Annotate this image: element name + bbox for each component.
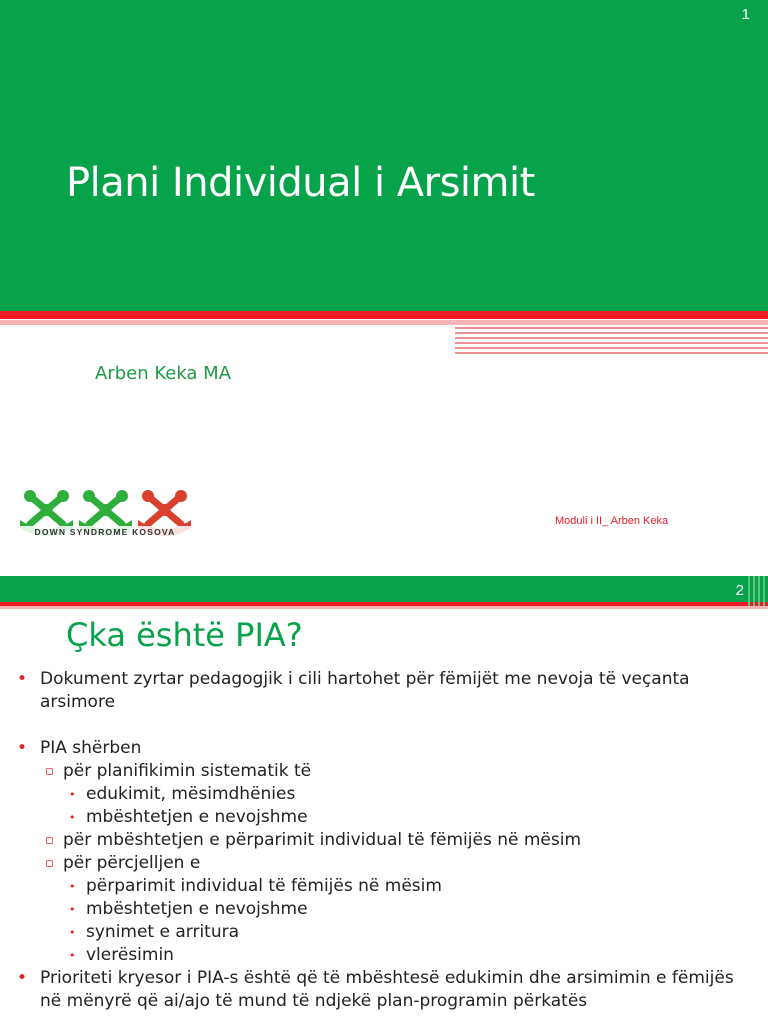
title-banner [0,0,768,311]
list-item [0,806,760,829]
slide-title: Çka është PIA? [66,616,303,654]
list-item-text: për mbështetjen e përparimit individual të fëmijës në mësim [63,830,582,850]
pink-rule [0,320,768,325]
list-item [0,921,760,944]
list-item-text: mbështetjen e nevojshme [86,899,308,919]
red-rule [0,311,768,319]
list-item-text: Dokument zyrtar pedagogjik i cili hartohet për fëmijët me nevoja të veçanta arsimore [40,669,690,712]
slide-title: Plani Individual i Arsimit [66,160,535,206]
page-number: 2 [735,582,744,599]
list-item [0,737,760,760]
bullet-icon: • [69,811,76,824]
list-item-text: vlerësimin [86,945,174,965]
list-item [0,668,760,714]
list-item [0,760,760,783]
square-bullet-icon: ▫ [45,833,54,848]
page-number: 1 [741,6,750,23]
square-bullet-icon: ▫ [45,764,54,779]
list-item-text: edukimit, mësimdhënies [86,784,296,804]
logo-text: DOWN SYNDROME KOSOVA [34,527,176,537]
bullet-icon: • [69,926,76,939]
list-item-text: përparimit individual të fëmijës në mësim [86,876,442,896]
list-item-text: PIA shërben [40,738,142,758]
author-name: Arben Keka MA [95,363,232,384]
list-item [0,944,760,967]
bullet-icon: • [17,738,28,758]
bullet-icon: • [69,880,76,893]
pink-rule [0,606,768,609]
decorative-stripes [748,576,768,606]
square-bullet-icon: ▫ [45,856,54,871]
bullet-icon: • [17,968,28,988]
list-item-text: për përcjelljen e [63,853,201,873]
slide-2 [0,576,768,1024]
list-item [0,783,760,806]
list-item-text: mbështetjen e nevojshme [86,807,308,827]
bullet-icon: • [17,669,28,689]
list-item-text: për planifikimin sistematik të [63,761,312,781]
bullet-icon: • [69,788,76,801]
bullet-list [0,668,760,1013]
list-item [0,829,760,852]
decorative-stripes [455,327,768,355]
bullet-icon: • [69,903,76,916]
list-item [0,852,760,875]
list-item-text: Prioriteti kryesor i PIA-s është që të mbështesë edukimin dhe arsimimin e fëmijës në mënyrë që ai/ajo të mund të ndjekë plan-programin përkatës [40,968,734,1011]
down-syndrome-kosova-logo [16,486,196,546]
list-item [0,875,760,898]
list-item [0,898,760,921]
list-item [0,967,760,1013]
header-bar [0,576,768,602]
bullet-icon: • [69,949,76,962]
footer-text: Moduli i II_ Arben Keka [555,515,669,527]
list-item-text: synimet e arritura [86,922,240,942]
